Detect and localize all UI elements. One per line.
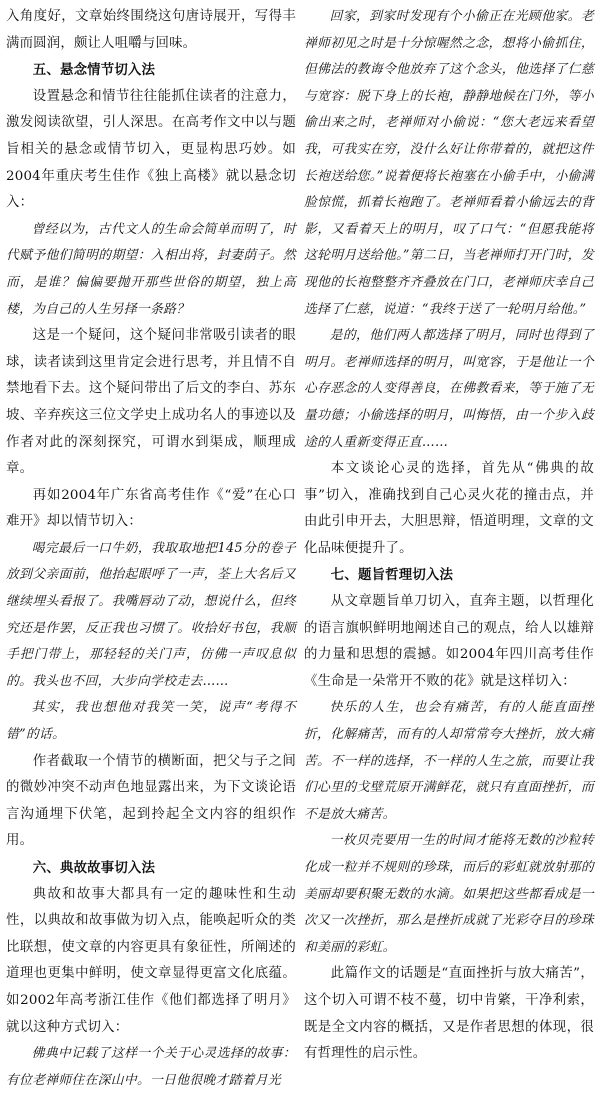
paragraph: 作者截取一个情节的横断面，把父与子之间的微妙冲突不动声色地显露出来，为下文谈论语言沟通埋下伏笔，起到拎起全文内容的组织作用。 <box>6 753 296 849</box>
paragraph: 入角度好，文章始终围绕这句唐诗展开，写得丰满而圆润，颇让人咀嚼与回味。 <box>6 9 296 51</box>
paragraph: 典故和故事大都具有一定的趣味性和生动性，以典故和故事做为切入点，能唤起听众的类比联想，使文章的内容更具有象征性，所阐述的道理也更集中鲜明，使文章显得更富文化底蕴。如2002年高考浙江佳作《他们都选择了明月》就以这种方式切入： <box>6 886 296 1035</box>
quoted-excerpt: 是的，他们两人都选择了明月，同时也得到了明月。老禅师选择的明月，叫宽容，于是他让一个心存恶念的人变得善良，在佛教看来，等于施了无量功德；小偷选择的明月，叫悔悟，由一个步入歧途的人重新变得正直…… <box>304 328 594 450</box>
section-heading: 五、悬念情节切入法 <box>32 62 156 79</box>
quoted-excerpt: 佛典中记载了这样一个关于心灵选择的故事：有位老禅师住在深山中。一日他很晚才踏着月光 <box>6 1046 296 1088</box>
quoted-excerpt: 曾经以为，古代文人的生命会简单而明了，时代赋予他们简明的期望：入相出将，封妻荫子。然而，是谁？偏偏要抛开那些世俗的期望，独上高楼，为自己的人生另择一条路？ <box>6 221 296 317</box>
quoted-excerpt: 一枚贝壳要用一生的时间才能将无数的沙粒转化成一粒并不规则的珍珠，而后的彩虹就放射那的美丽却要积聚无数的水滴。如果把这些都看成是一次又一次挫折，那么是挫折成就了光彩夺目的珍珠和美丽的彩虹。 <box>304 833 594 955</box>
paragraph: 设置悬念和情节往往能抓住读者的注意力，激发阅读欲望，引人深思。在高考作文中以与题旨相关的悬念或情节切入，更显构思巧妙。如2004年重庆考生佳作《独上高楼》就以悬念切入： <box>6 88 296 211</box>
quoted-excerpt: 喝完最后一口牛奶，我取取地把145分的卷子放到父亲面前，他抬起眼呼了一声，荃上大名后又继续埋头看报了。我嘴唇动了动，想说什么，但终究还是作罢，反正我也习惯了。收拾好书包，我顺手把门带上，那轻轻的关门声，仿佛一声叹息似的。我头也不回，大步向学校走去…… <box>6 540 296 689</box>
quoted-excerpt: 快乐的人生，也会有痛苦，有的人能直面挫折，化解痛苦，而有的人却常常夸大挫折，放大痛苦。不一样的选择，不一样的人生之旅，而要让我们心里的戈壁荒原开满鲜花，就只有直面挫折，而不是放大痛苦。 <box>304 700 594 822</box>
left-column <box>6 4 296 1088</box>
section-heading: 六、典故故事切入法 <box>32 860 156 876</box>
quoted-excerpt: 回家，到家时发现有个小偷正在光顾他家。老禅师初见之时是十分惊喔然之念，想将小偷抓住，但佛法的教诲令他放弃了这个念头，他选择了仁慈与宽容：脱下身上的长袍，静静地候在门外，等小偷出来之时，老禅师对小偷说：“您大老远来看望我，可我实在穷，没什么好让你带着的，就把这件长袍送给您。”说着便将长袍塞在小偷手中，小偷满脸惊慌，抓着长袍跑了。老禅师看着小偷远去的背影，又看着天上的明月，叹了口气：“但愿我能将这轮明月送给他。”第二日，当老禅师打开门时，发现他的长袍整整齐齐叠放在门口，老禅师庆幸自己选择了仁慈，说道：“我终于送了一轮明月给他。” <box>304 9 594 317</box>
paragraph: 此篇作文的话题是“直面挫折与放大痛苦”，这个切入可谓不枝不蔓，切中肯綮，干净利索，既是全文内容的概括，又是作者思想的体现，很有哲理性的启示性。 <box>304 966 594 1062</box>
paragraph: 这是一个疑问，这个疑问非常吸引读者的眼球，读者读到这里肯定会进行思考，并且情不自禁地看下去。这个疑问带出了后文的李白、苏东坡、辛弃疾这三位文学史上成功名人的事迹以及作者对此的深刻探究，可谓水到渠成，顺理成章。 <box>6 328 296 477</box>
quoted-excerpt: 其实，我也想他对我笑一笑，说声“考得不错”的话。 <box>6 700 296 743</box>
paragraph: 再如2004年广东省高考佳作《“爱”在心口难开》却以情节切入： <box>6 487 296 530</box>
section-heading: 七、题旨哲理切入法 <box>330 567 454 584</box>
paragraph: 本文谈论心灵的选择，首先从“佛典的故事”切入，准确找到自己心灵火花的撞击点，并由此引申开去，大胆思辩，悟道明理，文章的文化品味便提升了。 <box>304 461 594 556</box>
right-column <box>304 4 594 1062</box>
paragraph: 从文章题旨单刀切入，直奔主题，以哲理化的语言旗帜鲜明地阐述自己的观点，给人以雄辩的力量和思想的震撼。如2004年四川高考佳作《生命是一朵常开不败的花》就是这样切入： <box>304 594 594 689</box>
